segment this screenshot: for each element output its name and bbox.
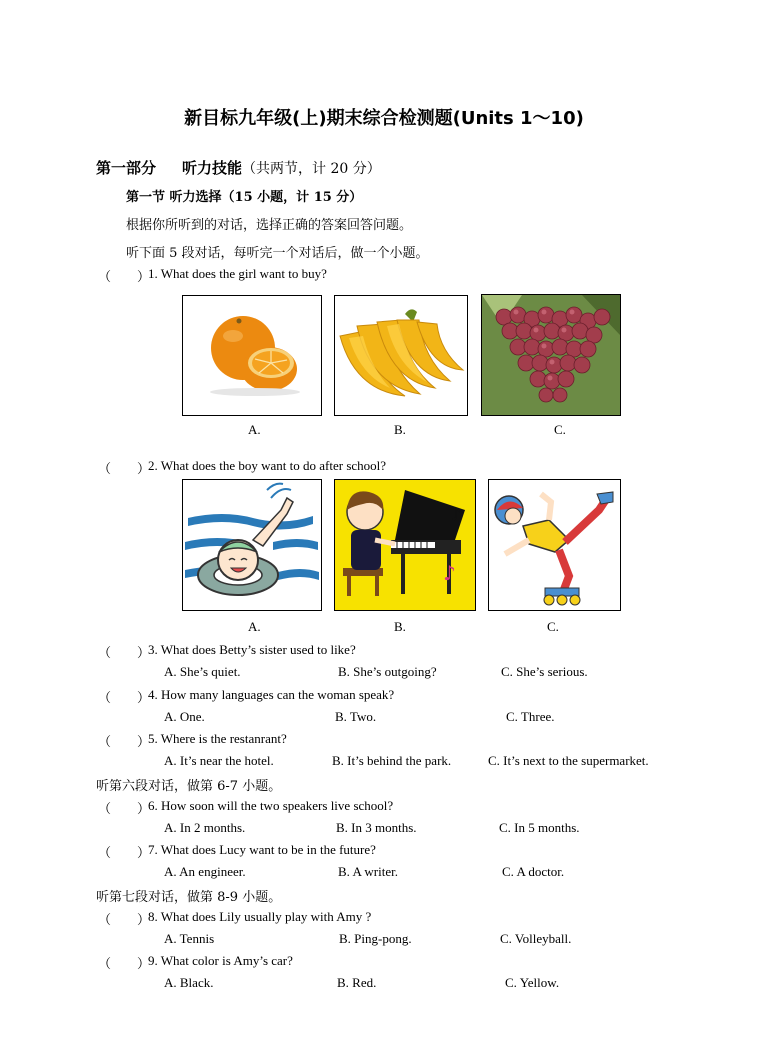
- q3-option-c[interactable]: C. She’s serious.: [501, 664, 588, 679]
- answer-blank[interactable]: （ ）: [98, 801, 151, 816]
- q4-option-a[interactable]: A. One.: [164, 709, 205, 724]
- part-one-label: 第一部分: [96, 159, 157, 177]
- question-6: 6. How soon will the two speakers live school?: [148, 798, 394, 813]
- q5-option-c[interactable]: C. It’s next to the supermarket.: [488, 753, 649, 768]
- dialogue-six-note: 听第六段对话，做第 6-7 小题。: [96, 779, 282, 794]
- q1-label-b: B.: [394, 422, 406, 437]
- answer-blank[interactable]: （ ）: [98, 269, 151, 284]
- dialogue-seven-note: 听第七段对话，做第 8-9 小题。: [96, 890, 282, 905]
- orange-image[interactable]: [182, 295, 322, 416]
- question-8: 8. What does Lily usually play with Amy ?: [148, 909, 372, 924]
- question-5: 5. Where is the restanrant?: [148, 731, 287, 746]
- q7-option-c[interactable]: C. A doctor.: [502, 864, 565, 879]
- answer-blank[interactable]: （ ）: [98, 912, 151, 927]
- q9-option-b[interactable]: B. Red.: [337, 975, 377, 990]
- banana-image[interactable]: [334, 295, 468, 416]
- q4-option-c[interactable]: C. Three.: [506, 709, 555, 724]
- roller-skating-image[interactable]: [488, 479, 621, 611]
- q8-option-b[interactable]: B. Ping-pong.: [339, 931, 412, 946]
- q1-label-a: A.: [248, 422, 261, 437]
- q6-option-c[interactable]: C. In 5 months.: [499, 820, 580, 835]
- answer-blank[interactable]: （ ）: [98, 845, 151, 860]
- answer-blank[interactable]: （ ）: [98, 956, 151, 971]
- q9-option-a[interactable]: A. Black.: [164, 975, 214, 990]
- question-2: 2. What does the boy want to do after school?: [148, 458, 387, 473]
- section-one-label: 第一节: [126, 190, 166, 205]
- question-7: 7. What does Lucy want to be in the future?: [148, 842, 376, 857]
- instruction-two: 听下面 5 段对话，每听完一个对话后，做一个小题。: [126, 246, 429, 261]
- svg-text:♪: ♪: [451, 505, 462, 524]
- q9-option-c[interactable]: C. Yellow.: [505, 975, 560, 990]
- part-one-points: （共两节，计 20 分）: [242, 161, 381, 177]
- q2-label-a: A.: [248, 619, 261, 634]
- q3-option-a[interactable]: A. She’s quiet.: [164, 664, 241, 679]
- question-9: 9. What color is Amy’s car?: [148, 953, 293, 968]
- q7-option-a[interactable]: A. An engineer.: [164, 864, 246, 879]
- question-4: 4. How many languages can the woman speak?: [148, 687, 395, 702]
- q6-option-a[interactable]: A. In 2 months.: [164, 820, 246, 835]
- section-one-name: 听力选择（15 小题，计 15 分）: [169, 190, 363, 205]
- q4-option-b[interactable]: B. Two.: [335, 709, 377, 724]
- part-one-heading: [96, 157, 381, 178]
- answer-blank[interactable]: （ ）: [98, 690, 151, 705]
- page-title: 新目标九年级(上)期末综合检测题(Units 1～10): [184, 108, 584, 129]
- answer-blank[interactable]: （ ）: [98, 734, 151, 749]
- question-3: 3. What does Betty’s sister used to like?: [148, 642, 356, 657]
- q2-label-c: C.: [547, 619, 559, 634]
- svg-text:♪: ♪: [443, 561, 456, 585]
- q3-option-b[interactable]: B. She’s outgoing?: [338, 664, 437, 679]
- section-one-heading: [126, 186, 362, 205]
- q6-option-b[interactable]: B. In 3 months.: [336, 820, 417, 835]
- question-1: 1. What does the girl want to buy?: [148, 266, 327, 281]
- answer-blank[interactable]: （ ）: [98, 461, 151, 476]
- q5-option-b[interactable]: B. It’s behind the park.: [332, 753, 452, 768]
- swimming-image[interactable]: [182, 479, 322, 611]
- q5-option-a[interactable]: A. It’s near the hotel.: [164, 753, 274, 768]
- q1-label-c: C.: [554, 422, 566, 437]
- instruction-one: 根据你所听到的对话，选择正确的答案回答问题。: [126, 218, 413, 233]
- q2-label-b: B.: [394, 619, 406, 634]
- grape-image[interactable]: [481, 294, 621, 416]
- answer-blank[interactable]: （ ）: [98, 645, 151, 660]
- part-one-name: 听力技能: [182, 159, 243, 177]
- q8-option-a[interactable]: A. Tennis: [164, 931, 215, 946]
- q7-option-b[interactable]: B. A writer.: [338, 864, 398, 879]
- piano-image[interactable]: [334, 479, 476, 611]
- q8-option-c[interactable]: C. Volleyball.: [500, 931, 572, 946]
